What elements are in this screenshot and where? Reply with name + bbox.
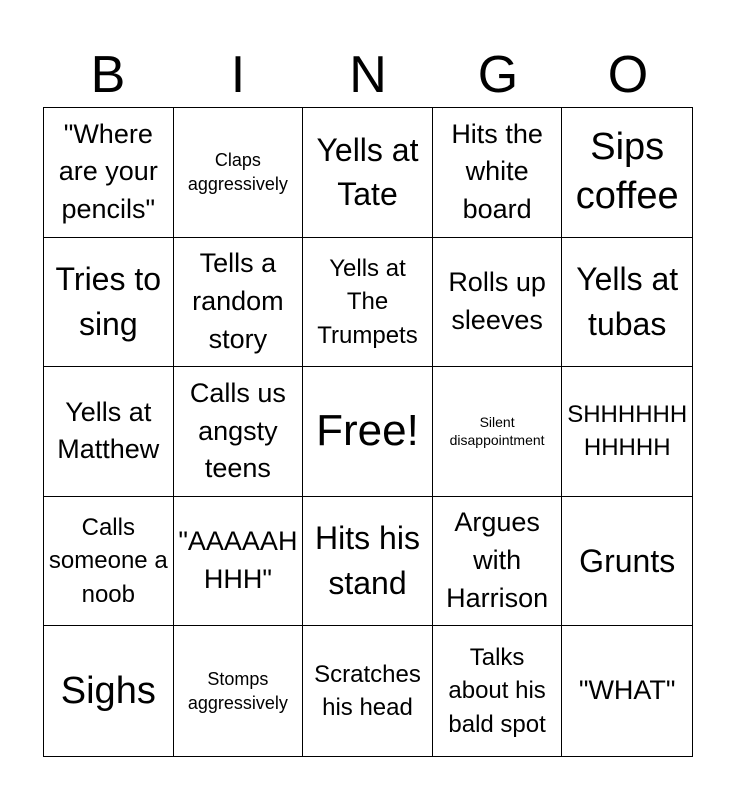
bingo-cell[interactable]: Yells at Tate — [303, 108, 433, 238]
bingo-cell[interactable]: Talks about his bald spot — [433, 626, 563, 756]
header-letter-n: N — [349, 46, 387, 104]
bingo-cell[interactable]: Yells at tubas — [562, 238, 692, 368]
bingo-cell[interactable]: Rolls up sleeves — [433, 238, 563, 368]
bingo-cell[interactable]: "WHAT" — [578, 675, 676, 706]
bingo-cell[interactable]: Yells at The Trumpets — [303, 238, 433, 368]
bingo-cell[interactable]: Yells at Matthew — [44, 367, 174, 497]
bingo-cell[interactable]: Hits the white board — [433, 108, 563, 238]
header-letter-b: B — [90, 46, 126, 104]
bingo-cell[interactable]: Argues with Harrison — [433, 497, 563, 627]
bingo-cell[interactable]: Stomps aggressively — [174, 626, 304, 756]
bingo-cell[interactable]: Calls someone a noob — [44, 497, 174, 627]
bingo-board — [43, 107, 693, 757]
bingo-cell[interactable]: Calls us angsty teens — [174, 367, 304, 497]
bingo-cell[interactable]: "Where are your pencils" — [44, 108, 174, 238]
bingo-cell[interactable]: Scratches his head — [303, 626, 433, 756]
bingo-cell[interactable]: Claps aggressively — [174, 108, 304, 238]
bingo-cell[interactable]: "AAAAAHHHH" — [174, 497, 304, 627]
bingo-cell[interactable]: Silent disappointment — [433, 367, 563, 497]
bingo-cell[interactable]: Sips coffee — [562, 108, 692, 238]
bingo-cell[interactable]: Tells a random story — [174, 238, 304, 368]
header-letter-i: I — [230, 46, 246, 104]
bingo-cell[interactable]: Tries to sing — [44, 238, 174, 368]
bingo-header — [43, 44, 693, 106]
header-letter-g: G — [477, 46, 519, 104]
bingo-cell[interactable]: Hits his stand — [303, 497, 433, 627]
free-space[interactable]: Free! — [303, 367, 433, 497]
bingo-cell[interactable]: SHHHHHHHHHHH — [562, 367, 692, 497]
bingo-cell[interactable]: Sighs — [44, 626, 174, 756]
bingo-cell[interactable]: Grunts — [562, 497, 692, 627]
header-letter-o: O — [607, 46, 649, 104]
